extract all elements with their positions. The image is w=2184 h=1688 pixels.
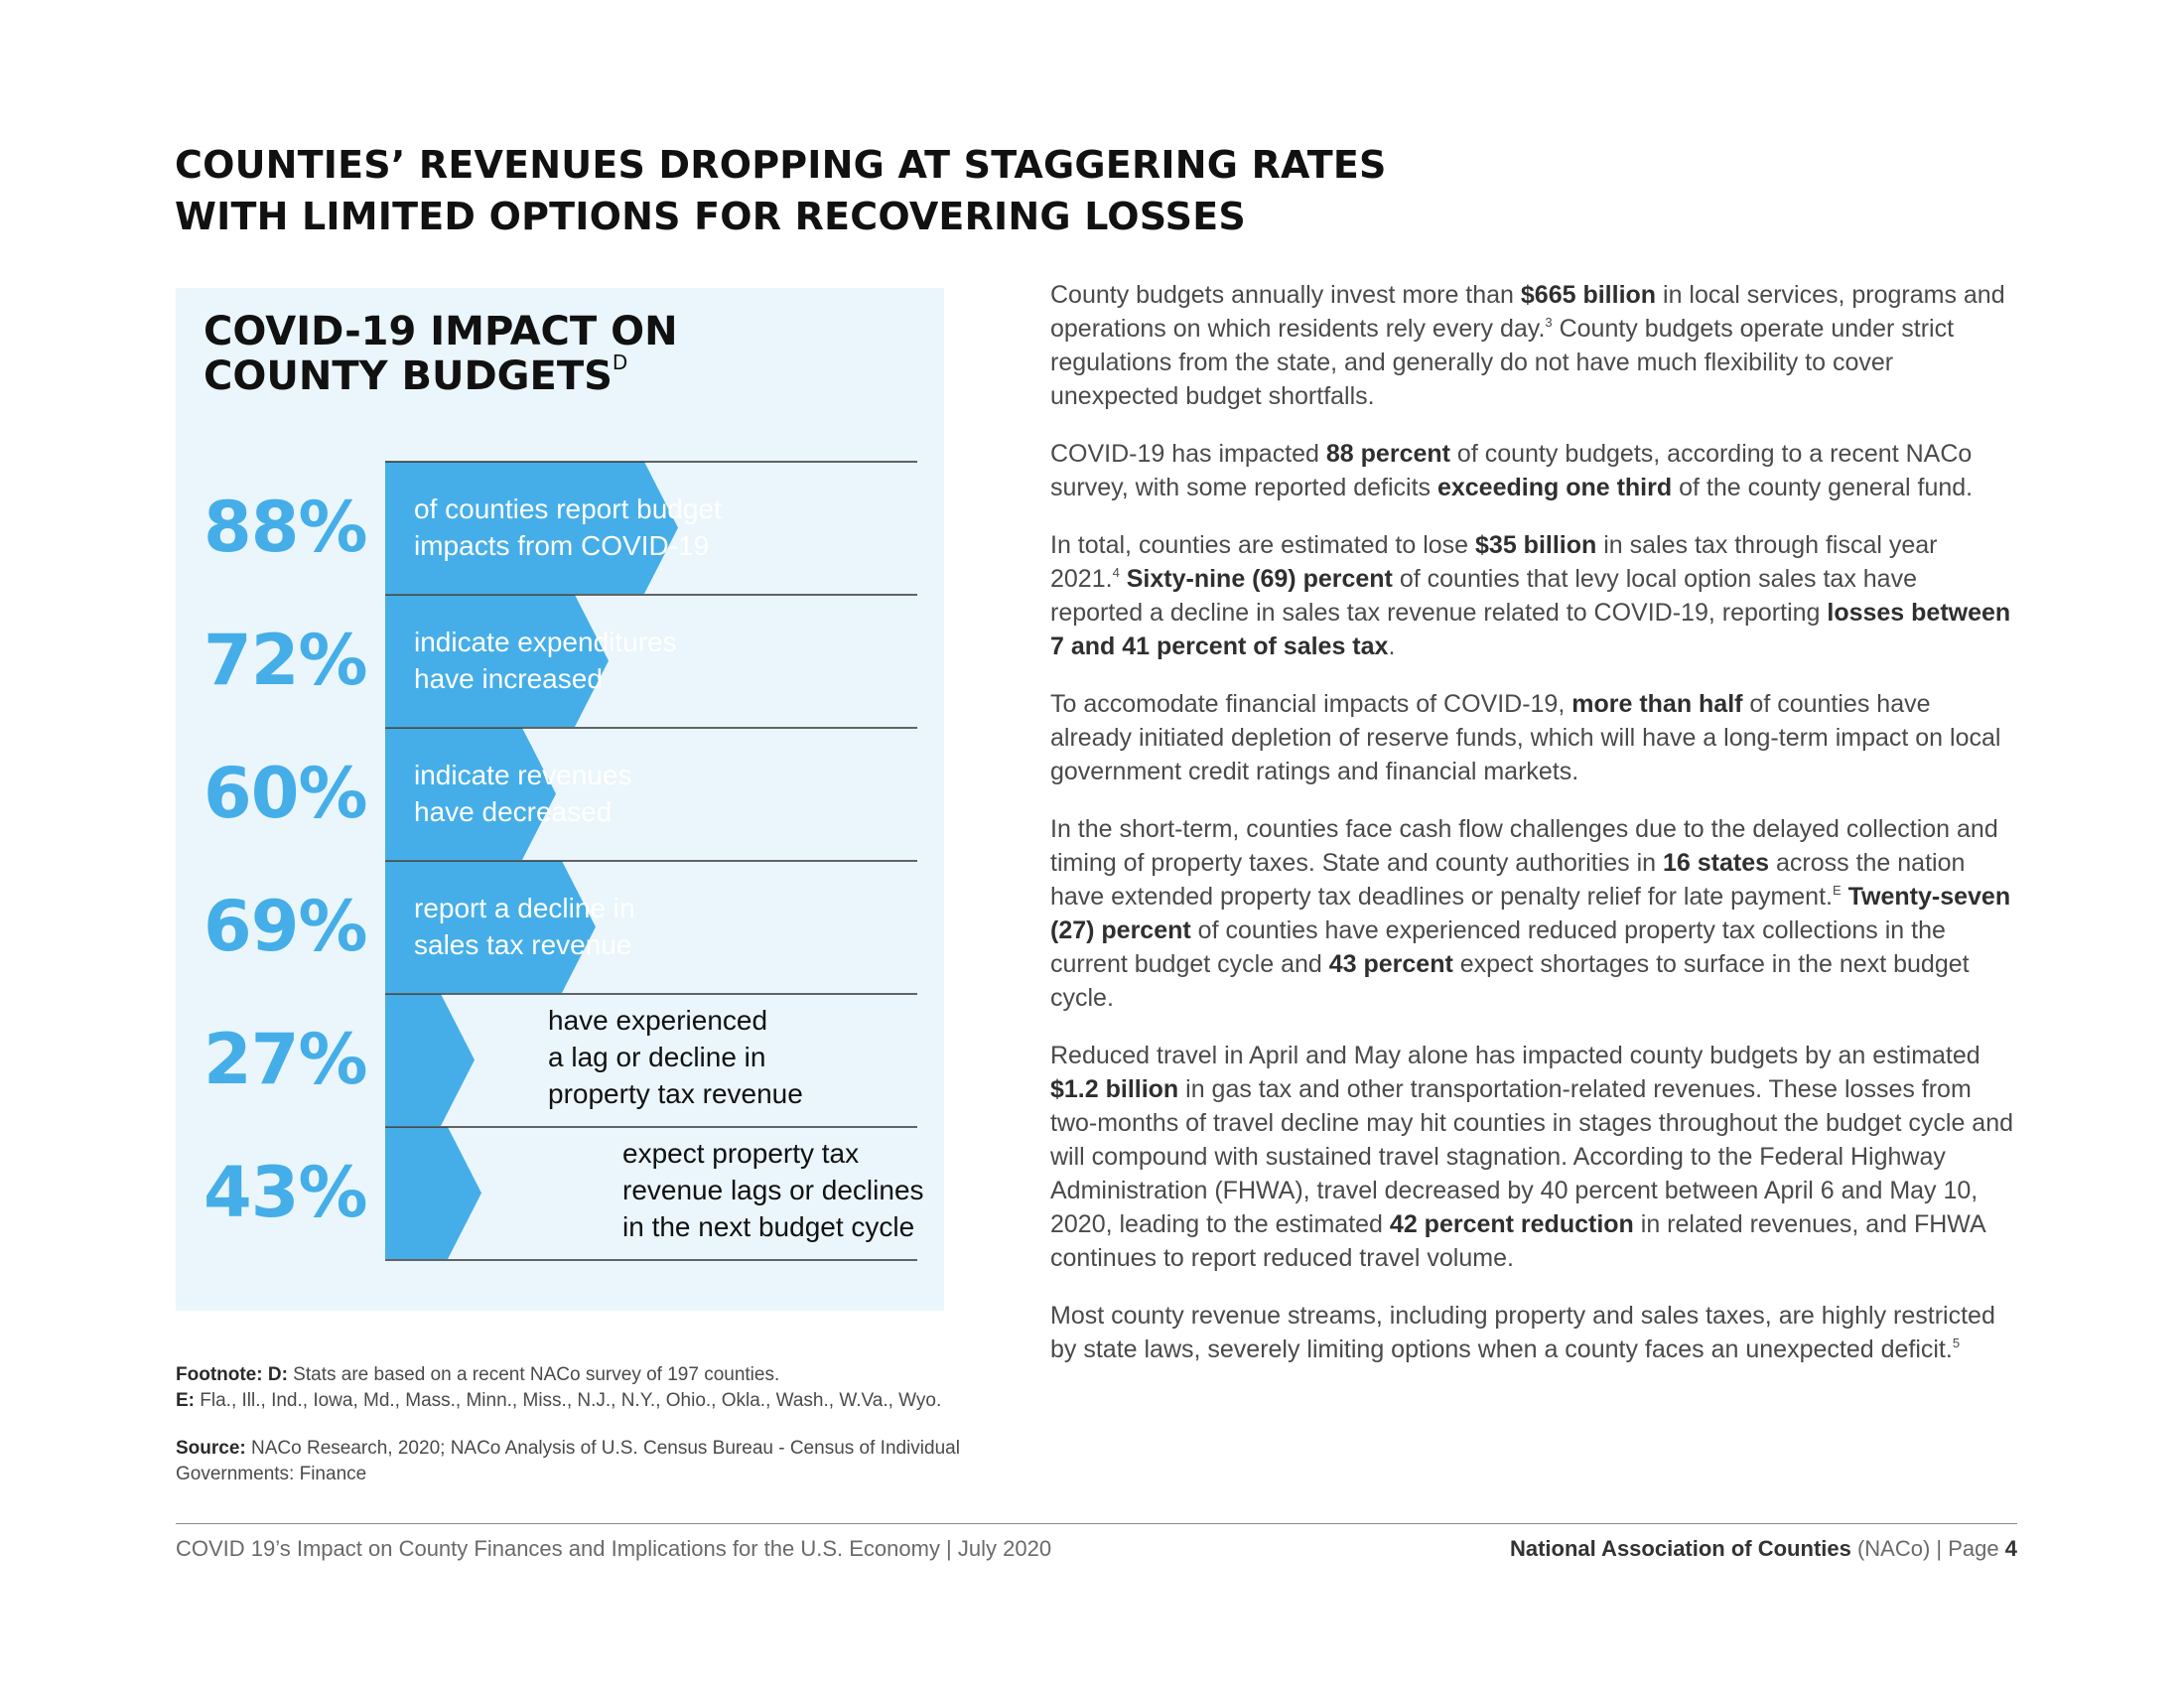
stat-row-sales-tax-decline xyxy=(176,861,944,993)
footnote-ref: 4 xyxy=(1112,565,1120,580)
infographic-title-line-1: COVID-19 IMPACT ON xyxy=(204,309,678,354)
page-number: 4 xyxy=(2004,1536,2017,1561)
text-run xyxy=(1120,565,1127,593)
highlight: 42 percent reduction xyxy=(1389,1210,1634,1238)
paragraph-budget-investment xyxy=(1050,278,2013,413)
footer-divider xyxy=(176,1523,2017,1524)
paragraph-reserve-funds xyxy=(1050,687,2013,788)
stat-label-line: property tax revenue xyxy=(548,1078,803,1109)
text-run: Most county revenue streams, including property and sales taxes, are highly restricted by state laws, severely limiting options when a county faces an unexpected deficit. xyxy=(1050,1302,1995,1363)
text-run: in gas tax and other transportation-related revenues. These losses from two-months of travel decline may hit counties in stages throughout the budget cycle and will compound with sustained travel stagnation. According to the Federal Highway Administration (FHWA), travel decreased by 40 percent between April 6 and May 10, 2020, leading to the estimated xyxy=(1050,1075,2014,1238)
stat-label-line: report a decline in xyxy=(414,893,635,923)
text-run: in sales tax through fiscal year 2021. xyxy=(1050,531,1938,593)
stat-percent: 43% xyxy=(204,1152,367,1233)
text-run: Reduced travel in April and May alone has impacted county budgets by an estimated xyxy=(1050,1042,1980,1069)
highlight: 88 percent xyxy=(1325,440,1450,468)
highlight: 43 percent xyxy=(1328,950,1453,978)
source-note xyxy=(176,1436,990,1487)
highlight: $665 billion xyxy=(1520,281,1657,309)
footnote-ref: 5 xyxy=(1952,1336,1961,1350)
stat-label-line: expect property tax xyxy=(622,1138,860,1169)
stat-label-line: sales tax revenue xyxy=(414,929,632,960)
infographic-title-line-2: COUNTY BUDGETS xyxy=(204,353,613,399)
stat-label xyxy=(548,1002,925,1112)
paragraph-state-restrictions xyxy=(1050,1299,2013,1366)
stat-label xyxy=(414,890,791,963)
stat-row-expected-property-tax-decline xyxy=(176,1127,944,1259)
text-run: County budgets operate under strict regulations from the state, and generally do not have much flexibility to cover unexpected budget shortfalls. xyxy=(1050,315,1955,410)
source-label: Source: xyxy=(176,1438,246,1459)
source-text: NACo Research, 2020; NACo Analysis of U.S. Census Bureau - Census of Individual Governments: Finance xyxy=(176,1438,960,1484)
text-run: To accomodate financial impacts of COVID-19, xyxy=(1050,690,1572,718)
stat-percent: 72% xyxy=(204,620,367,701)
highlight: Sixty-nine (69) percent xyxy=(1126,565,1393,593)
text-run: of the county general fund. xyxy=(1672,474,1974,501)
stat-percent: 69% xyxy=(204,886,367,967)
stat-row-budget-impacts xyxy=(176,462,944,594)
text-run: County budgets annually invest more than xyxy=(1050,281,1521,309)
highlight: $35 billion xyxy=(1475,531,1597,559)
highlight: Twenty-seven (27) percent xyxy=(1050,883,2011,944)
footnote xyxy=(176,1362,1029,1414)
footer-org-abbr: (NACo) | Page xyxy=(1850,1536,2005,1561)
highlight: 16 states xyxy=(1663,849,1770,877)
footnote-e-text: Fla., Ill., Ind., Iowa, Md., Mass., Minn., Miss., N.J., N.Y., Ohio., Okla., Wash., W.Va., Wyo. xyxy=(195,1390,942,1411)
text-run xyxy=(1842,883,1848,911)
stat-label-line: revenue lags or declines xyxy=(622,1175,924,1205)
stat-label-line: in the next budget cycle xyxy=(622,1211,915,1242)
stat-label-line: impacts from COVID-19 xyxy=(414,530,710,561)
paragraph-property-tax xyxy=(1050,812,2013,1015)
footnote-d-text: Stats are based on a recent NACo survey of 197 counties. xyxy=(287,1364,780,1385)
stat-percent: 88% xyxy=(204,487,367,568)
footnote-label: Footnote: D: xyxy=(176,1364,288,1385)
infographic-title-note: D xyxy=(612,351,628,374)
text-run: of counties have experienced reduced property tax collections in the current budget cycle and xyxy=(1050,916,1946,978)
text-run: In the short-term, counties face cash flow challenges due to the delayed collection and timing of property taxes. State and county authorities in xyxy=(1050,815,1998,877)
text-run: in local services, programs and operations on which residents rely every day. xyxy=(1050,281,2005,343)
stat-label xyxy=(622,1135,950,1245)
stat-label-line: of counties report budget xyxy=(414,493,722,524)
text-run: COVID-19 has impacted xyxy=(1050,440,1326,468)
highlight: losses between 7 and 41 percent of sales tax xyxy=(1050,599,2011,660)
stat-label-line: have decreased xyxy=(414,796,613,827)
text-run: of county budgets, according to a recent NACo survey, with some reported deficits xyxy=(1050,440,1973,501)
stat-label xyxy=(414,491,791,564)
footnote-ref: 3 xyxy=(1545,315,1553,330)
page-title xyxy=(175,139,1465,242)
stat-label-line: a lag or decline in xyxy=(548,1042,766,1072)
paragraph-sales-tax xyxy=(1050,528,2013,663)
footer-report-title: COVID 19’s Impact on County Finances and Implications for the U.S. Economy | July 2020 xyxy=(176,1536,1052,1561)
page-title-line-1: COUNTIES’ REVENUES DROPPING AT STAGGERING RATES xyxy=(175,143,1387,187)
stat-percent: 60% xyxy=(204,753,367,834)
stat-label-line: indicate revenues xyxy=(414,760,632,790)
body-text xyxy=(1050,278,2013,1390)
text-run: expect shortages to surface in the next budget cycle. xyxy=(1050,950,1970,1012)
text-run: in related revenues, and FHWA continues to report reduced travel volume. xyxy=(1050,1210,1985,1272)
stat-row-property-tax-lag xyxy=(176,994,944,1126)
footer-org-name: National Association of Counties xyxy=(1509,1536,1851,1561)
stat-row-expenditures-increased xyxy=(176,595,944,727)
footnote-ref: E xyxy=(1832,883,1842,898)
stat-label xyxy=(414,757,791,830)
stat-label-line: have experienced xyxy=(548,1005,768,1036)
stat-label-line: have increased xyxy=(414,663,603,694)
highlight: $1.2 billion xyxy=(1050,1075,1179,1103)
text-run: of counties that levy local option sales tax have reported a decline in sales tax revenue related to COVID-19, reporting xyxy=(1050,565,1917,627)
highlight: more than half xyxy=(1571,690,1743,718)
footnote-e-label: E: xyxy=(176,1390,195,1411)
stat-percent: 27% xyxy=(204,1019,367,1100)
stat-label xyxy=(414,624,791,697)
stat-row-revenues-decreased xyxy=(176,728,944,860)
page-title-line-2: WITH LIMITED OPTIONS FOR RECOVERING LOSSES xyxy=(175,195,1246,238)
text-run: across the nation have extended property tax deadlines or penalty relief for late payment. xyxy=(1050,849,1966,911)
text-run: In total, counties are estimated to lose xyxy=(1050,531,1476,559)
footer-page-info xyxy=(1510,1534,2017,1564)
paragraph-travel-revenue xyxy=(1050,1039,2013,1275)
paragraph-covid-impact xyxy=(1050,437,2013,504)
text-run: . xyxy=(1388,633,1396,660)
covid-impact-infographic xyxy=(176,288,944,1311)
text-run: of counties have already initiated depletion of reserve funds, which will have a long-term impact on local government credit ratings and financial markets. xyxy=(1050,690,2001,785)
stat-label-line: indicate expenditures xyxy=(414,627,677,657)
highlight: exceeding one third xyxy=(1436,474,1673,501)
